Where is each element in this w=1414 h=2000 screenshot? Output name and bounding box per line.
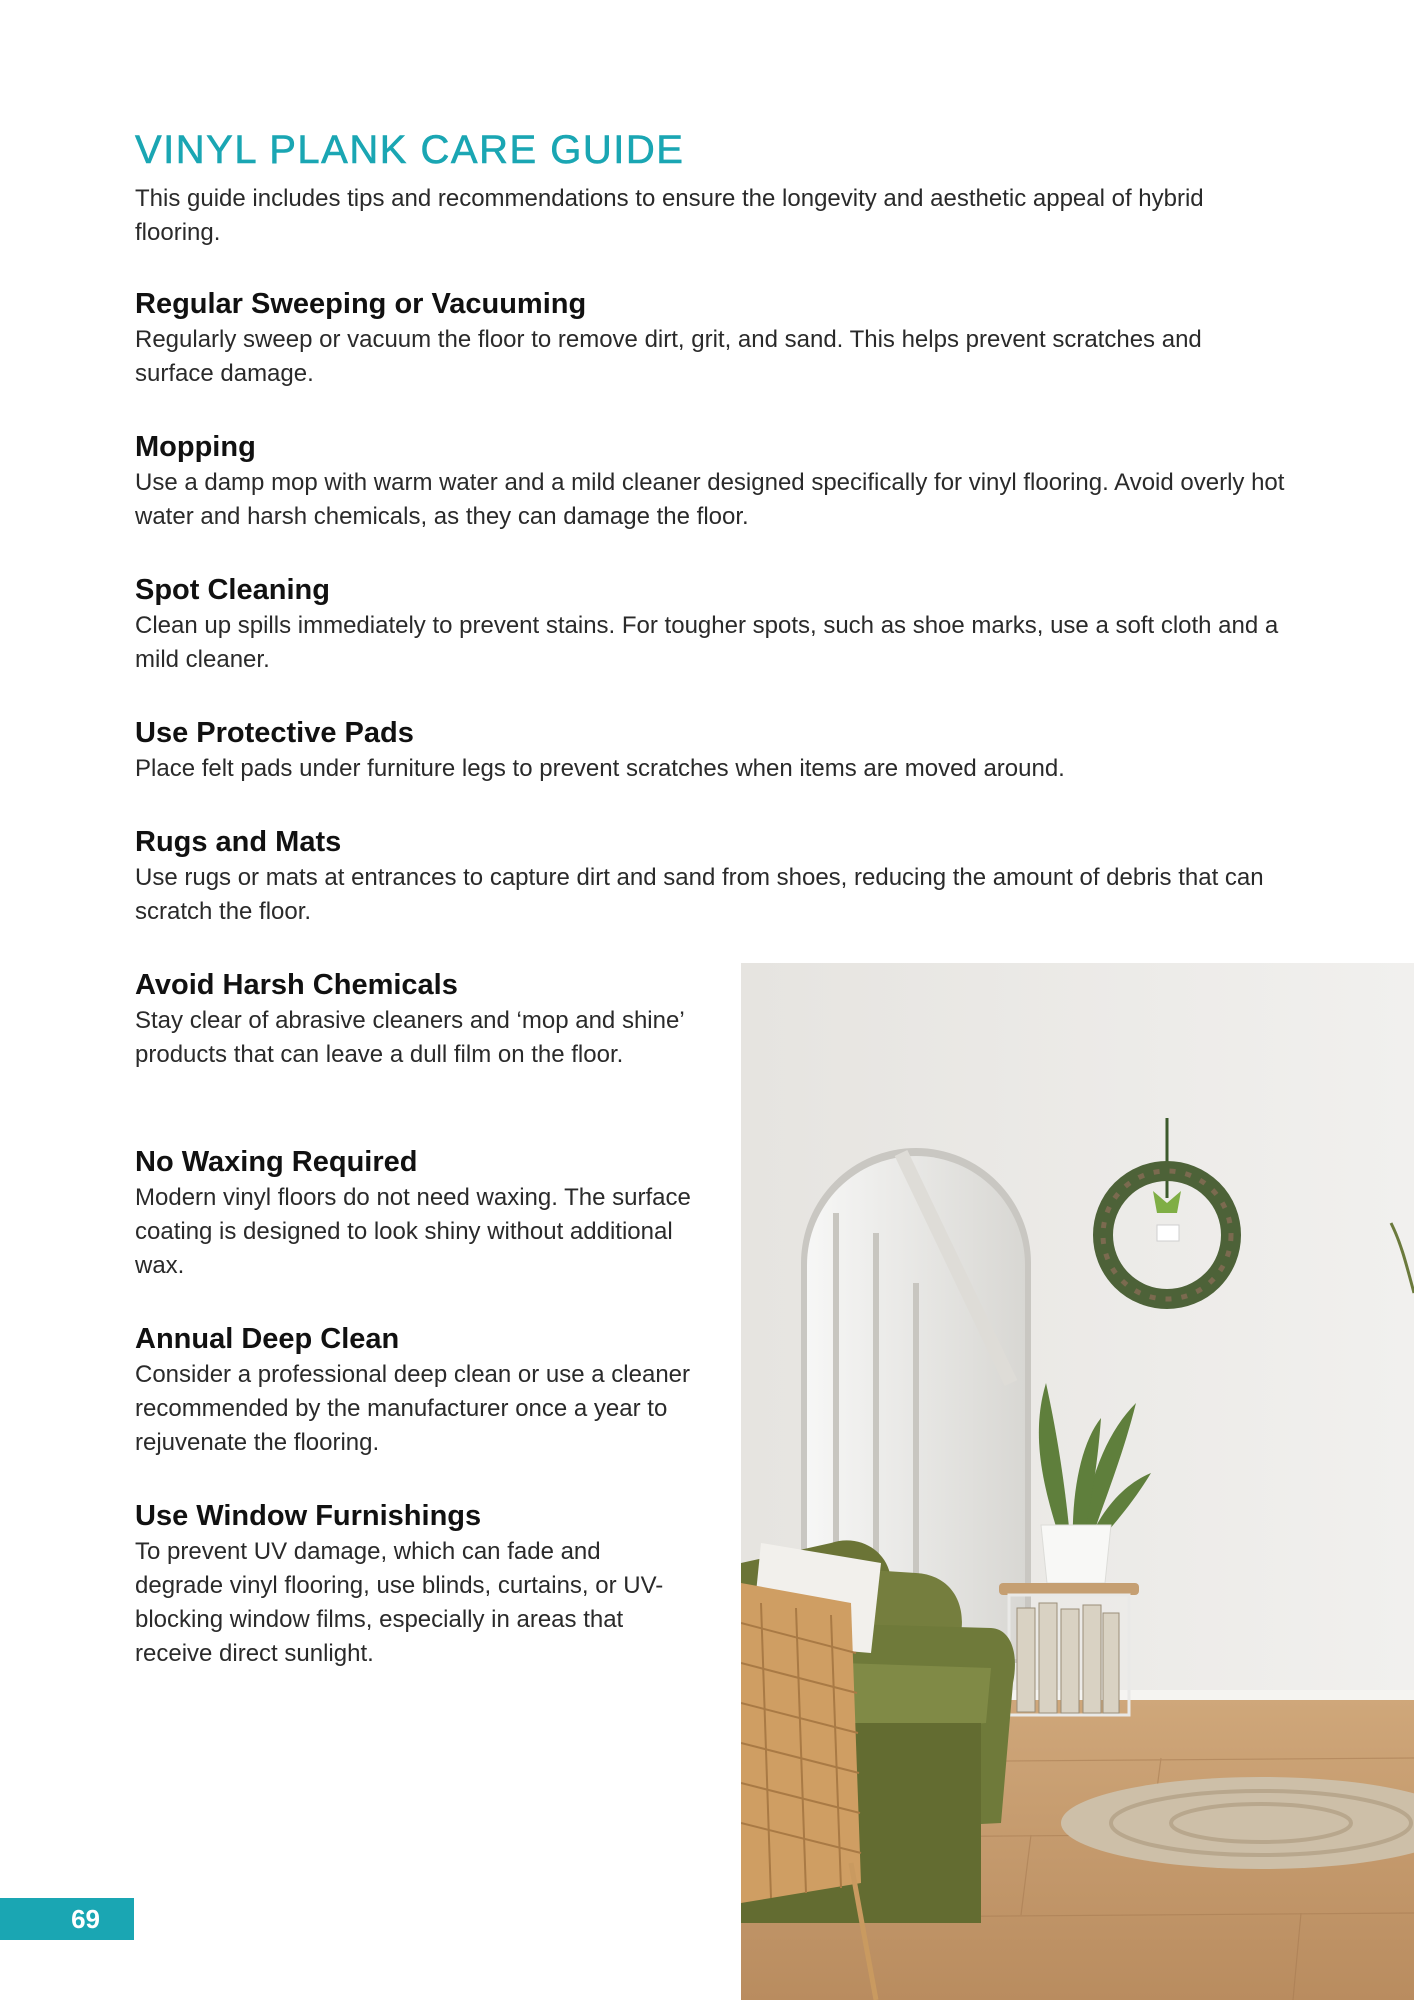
section-body: Modern vinyl floors do not need waxing. The surface coating is designed to look shiny without additional wax. xyxy=(135,1184,691,1279)
section-annual-deep-clean xyxy=(135,1320,695,1460)
section-window-furnishings xyxy=(135,1497,695,1671)
section-heading: Avoid Harsh Chemicals xyxy=(135,969,458,1001)
section-heading: Use Window Furnishings xyxy=(135,1500,482,1532)
section-body: Use a damp mop with warm water and a mild cleaner designed specifically for vinyl flooring. Avoid overly hot water and harsh chemicals, as they can damage the floor. xyxy=(135,469,1285,530)
section-body: Clean up spills immediately to prevent stains. For tougher spots, such as shoe marks, use a soft cloth and a mild cleaner. xyxy=(135,612,1279,673)
section-rugs-mats xyxy=(135,823,1285,929)
page-number: 69 xyxy=(0,1898,134,1940)
section-heading: Spot Cleaning xyxy=(135,574,330,606)
page-title: VINYL PLANK CARE GUIDE xyxy=(135,128,685,172)
section-body: Place felt pads under furniture legs to prevent scratches when items are moved around. xyxy=(135,755,1065,782)
section-heading: No Waxing Required xyxy=(135,1146,418,1178)
section-heading: Annual Deep Clean xyxy=(135,1323,400,1355)
section-no-waxing xyxy=(135,1143,695,1283)
section-regular-sweeping xyxy=(135,285,1285,391)
section-avoid-harsh-chemicals xyxy=(135,966,695,1072)
section-heading: Mopping xyxy=(135,431,256,463)
intro-text: This guide includes tips and recommendations to ensure the longevity and aesthetic appeal of hybrid flooring. xyxy=(135,185,1204,246)
section-body: Use rugs or mats at entrances to capture dirt and sand from shoes, reducing the amount of debris that can scratch the floor. xyxy=(135,864,1264,925)
section-body: Consider a professional deep clean or use a cleaner recommended by the manufacturer once a year to rejuvenate the flooring. xyxy=(135,1361,691,1456)
section-heading: Use Protective Pads xyxy=(135,717,414,749)
section-mopping xyxy=(135,428,1285,534)
section-spot-cleaning xyxy=(135,571,1285,677)
section-heading: Rugs and Mats xyxy=(135,826,342,858)
section-heading: Regular Sweeping or Vacuuming xyxy=(135,288,587,320)
section-body: Stay clear of abrasive cleaners and ‘mop and shine’ products that can leave a dull film on the floor. xyxy=(135,1007,684,1068)
section-body: To prevent UV damage, which can fade and degrade vinyl flooring, use blinds, curtains, or UV-blocking window films, especially in areas that receive direct sunlight. xyxy=(135,1538,664,1667)
interior-photo xyxy=(741,963,1414,2000)
section-body: Regularly sweep or vacuum the floor to remove dirt, grit, and sand. This helps prevent scratches and surface damage. xyxy=(135,326,1202,387)
section-protective-pads xyxy=(135,714,1285,786)
